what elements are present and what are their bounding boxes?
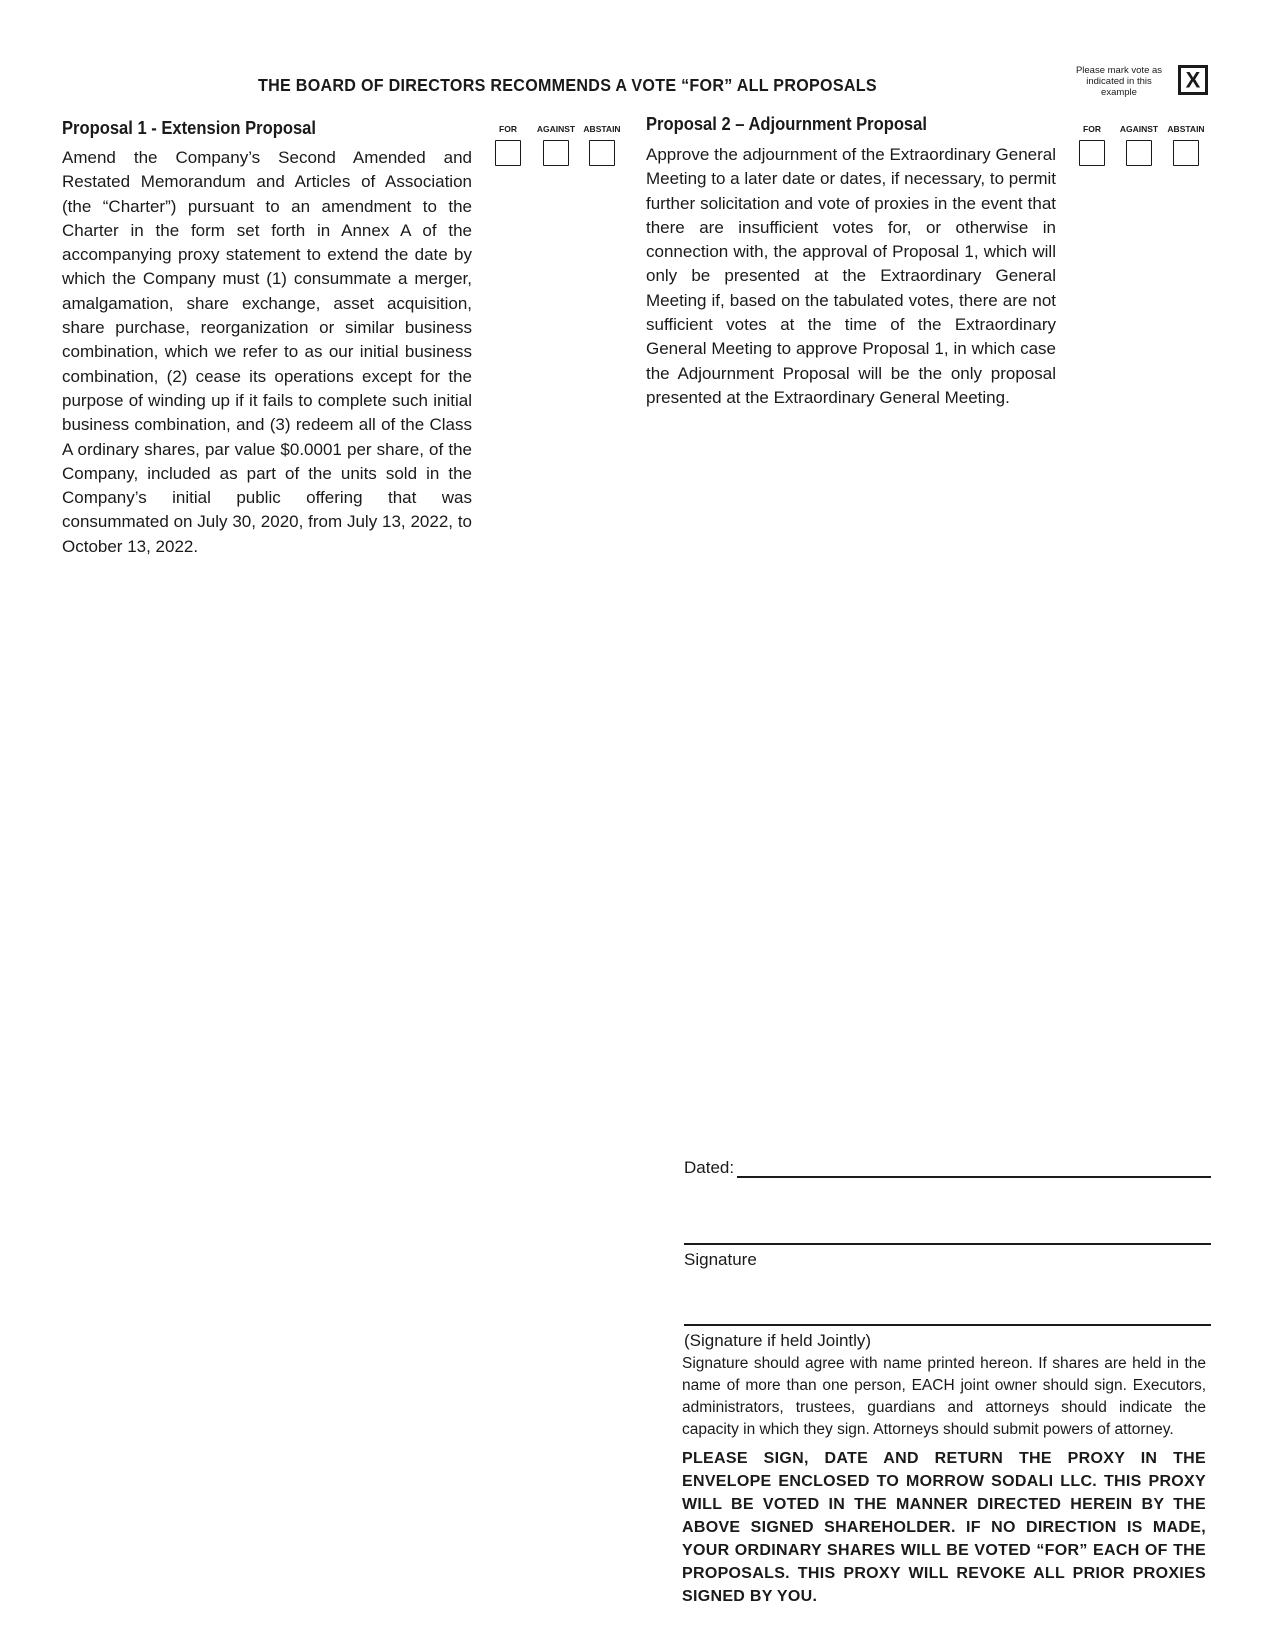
joint-signature-line[interactable] [684, 1324, 1211, 1326]
page-title: THE BOARD OF DIRECTORS RECOMMENDS A VOTE “FOR” ALL PROPOSALS [258, 75, 877, 95]
proposal-1-for-checkbox[interactable] [495, 140, 521, 166]
proposal-1-abstain-checkbox[interactable] [589, 140, 615, 166]
x-mark-text: X [1185, 70, 1201, 90]
proposal-1-abstain-label: ABSTAIN [583, 124, 621, 134]
proposal-1-against-label: AGAINST [536, 124, 576, 134]
proposal-2-abstain-label: ABSTAIN [1167, 124, 1205, 134]
joint-signature-label: (Signature if held Jointly) [684, 1331, 872, 1350]
mark-example-caption: Please mark vote as indicated in this example [1075, 65, 1163, 98]
proposal-2-against-label: AGAINST [1119, 124, 1159, 134]
return-notice: PLEASE SIGN, DATE AND RETURN THE PROXY IN THE ENVELOPE ENCLOSED TO MORROW SODALI LLC. THIS PROXY WILL BE VOTED IN THE MANNER DIRECTED HEREIN BY THE ABOVE SIGNED SHAREHOLDER. IF NO DIRECTION IS MADE, YOUR ORDINARY SHARES WILL BE VOTED “FOR” EACH OF THE PROPOSALS. THIS PROXY WILL REVOKE ALL PRIOR PROXIES SIGNED BY YOU. [682, 1450, 1206, 1605]
proposal-1-title: Proposal 1 - Extension Proposal [62, 118, 316, 138]
dated-label: Dated: [684, 1158, 735, 1177]
proposal-2-for-checkbox[interactable] [1079, 140, 1105, 166]
signature-instructions: Signature should agree with name printed hereon. If shares are held in the name of more than one person, EACH joint owner should sign. Executors, administrators, trustees, guardians and attorneys should indicate the capacity in which they sign. Attorneys should submit powers of attorney. [682, 1355, 1206, 1438]
signature-line[interactable] [684, 1243, 1211, 1245]
proposal-2-text: Approve the adjournment of the Extraordinary General Meeting to a later date or dates, if necessary, to permit further solicitation and vote of proxies in the event that there are insufficient votes for, or otherwise in connection with, the approval of Proposal 1, which will only be presented at the Extraordinary General Meeting if, based on the tabulated votes, there are not sufficient votes at the time of the Extraordinary General Meeting to approve Proposal 1, in which case the Adjournment Proposal will be the only proposal presented at the Extraordinary General Meeting. [646, 145, 1056, 407]
signature-label: Signature [684, 1250, 757, 1269]
proposal-2-abstain-checkbox[interactable] [1173, 140, 1199, 166]
proposal-2-against-checkbox[interactable] [1126, 140, 1152, 166]
proposal-1-against-checkbox[interactable] [543, 140, 569, 166]
mark-example-box [1178, 65, 1208, 95]
proposal-2-for-label: FOR [1083, 124, 1101, 134]
proposal-1-text: Amend the Company’s Second Amended and Restated Memorandum and Articles of Association (the “Charter”) pursuant to an amendment to the Charter in the form set forth in Annex A of the accompanying proxy statement to extend the date by which the Company must (1) consummate a merger, amalgamation, share exchange, asset acquisition, share purchase, reorganization or similar business combination, which we refer to as our initial business combination, (2) cease its operations except for the purpose of winding up if it fails to complete such initial business combination, and (3) redeem all of the Class A ordinary shares, par value $0.0001 per share, of the Company, included as part of the units sold in the Company’s initial public offering that was consummated on July 30, 2020, from July 13, 2022, to October 13, 2022. [62, 148, 472, 556]
x-mark-icon [1183, 70, 1203, 90]
dated-line[interactable] [737, 1176, 1211, 1178]
proposal-2-title: Proposal 2 – Adjournment Proposal [646, 114, 927, 134]
proposal-1-for-label: FOR [499, 124, 517, 134]
